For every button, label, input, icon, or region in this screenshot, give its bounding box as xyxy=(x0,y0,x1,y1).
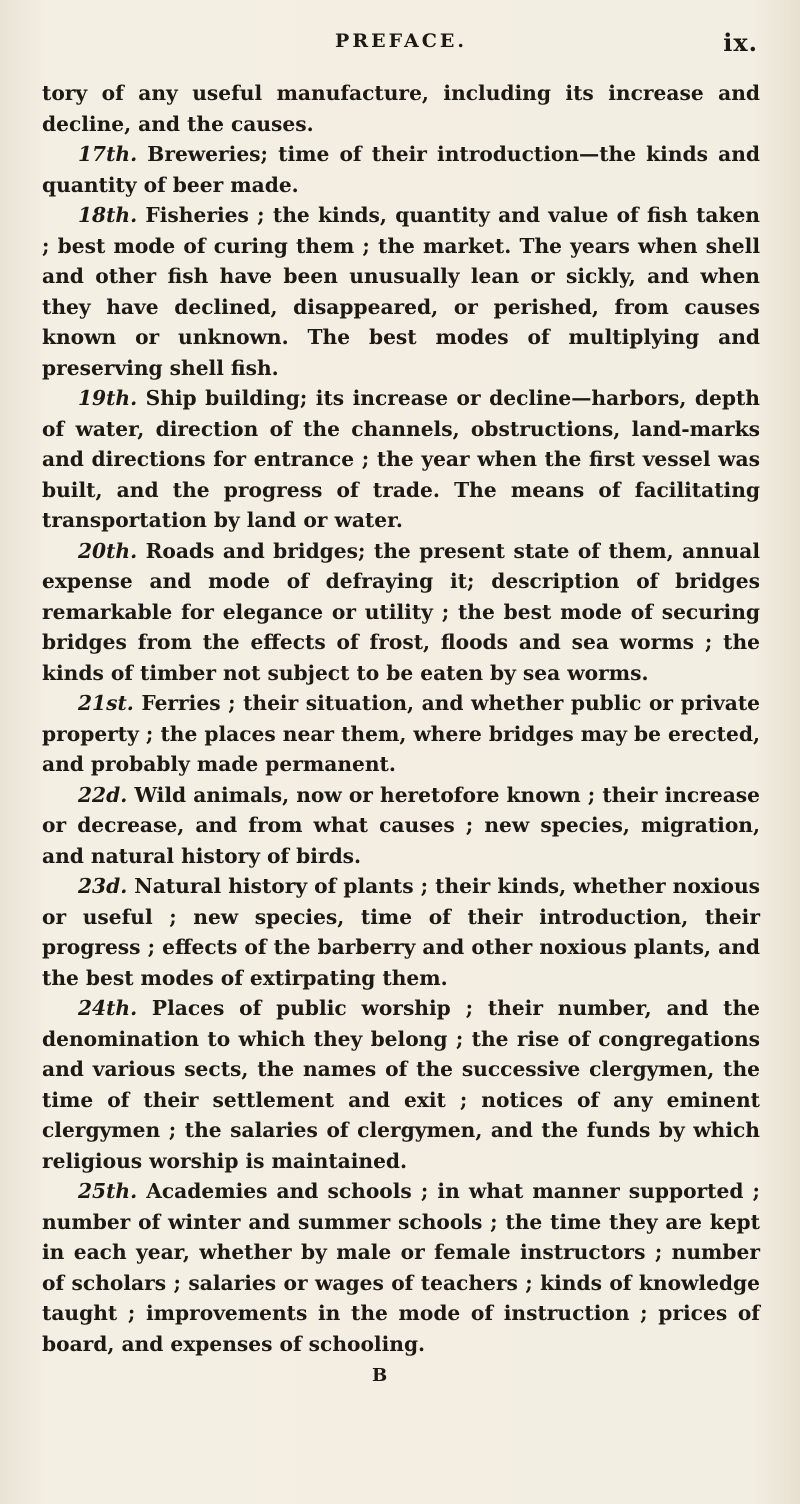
running-header xyxy=(42,20,760,60)
paragraph xyxy=(42,536,760,689)
paragraph xyxy=(42,139,760,200)
paragraph xyxy=(42,993,760,1176)
paragraph xyxy=(42,871,760,993)
signature-mark: B xyxy=(372,1365,388,1386)
running-title: PREFACE. xyxy=(335,30,467,52)
item-number: 25th. xyxy=(78,1179,138,1203)
paragraph xyxy=(42,383,760,536)
paragraph-text: Wild animals, now or heretofore known ; their increase or decrease, and from what causes ; new species, migration, and natural history of birds. xyxy=(42,782,760,868)
paragraph xyxy=(42,688,760,780)
paragraph-text: Ship building; its increase or decline—harbors, depth of water, direction of the channels, obstructions, land-marks and directions for entrance ; the year when the first vessel was built, and the progress of trade. The means of facilitating transportation by land or water. xyxy=(42,386,760,532)
paragraph-text: Roads and bridges; the present state of them, annual expense and mode of defraying it; description of bridges remarkable for elegance or utility ; the best mode of securing bridges from the effects of frost, floods and sea worms ; the kinds of timber not subject to be eaten by sea worms. xyxy=(42,538,760,685)
paragraph xyxy=(42,780,760,872)
paragraph-text: Places of public worship ; their number, and the denomination to which they belong ; the rise of congregations and various sects, the names of the successive clergymen, the time of their settlement and exit ; notices of any eminent clergymen ; the salaries of clergymen, and the funds by which religious worship is maintained. xyxy=(42,996,760,1173)
item-number: 21st. xyxy=(78,691,134,715)
item-number: 20th. xyxy=(78,538,138,563)
page-number: ix. xyxy=(723,28,758,57)
item-number: 22d. xyxy=(78,782,128,807)
paragraph-text: tory of any useful manufacture, including its increase and decline, and the causes. xyxy=(42,81,760,136)
item-number: 23d. xyxy=(78,874,128,898)
item-number: 17th. xyxy=(78,142,138,166)
paragraph-text: Breweries; time of their introduction—the kinds and quantity of beer made. xyxy=(42,142,760,197)
paragraph xyxy=(42,78,760,139)
paragraph xyxy=(42,200,760,383)
paragraph-text: Academies and schools ; in what manner supported ; number of winter and summer schools ; the time they are kept in each year, whether by male or female instructors ; number of scholars ; salaries or wages of teachers ; kinds of knowledge taught ; improvements in the mode of instruction ; prices of board, and expenses of schooling. xyxy=(42,1179,760,1356)
paragraph-text: Ferries ; their situation, and whether public or private property ; the places near them, where bridges may be erected, and probably made permanent. xyxy=(42,691,760,776)
item-number: 24th. xyxy=(78,996,138,1020)
paragraph-text: Natural history of plants ; their kinds, whether noxious or useful ; new species, time of their introduction, their progress ; effects of the barberry and other noxious plants, and the best modes of extirpating them. xyxy=(42,874,760,990)
body-text xyxy=(42,78,760,1359)
paragraph-text: Fisheries ; the kinds, quantity and value of fish taken ; best mode of curing them ; the market. The years when shell and other fish have been unusually lean or sickly, and when they have declined, disappeared, or perished, from causes known or unknown. The best modes of multiplying and preserving shell fish. xyxy=(42,203,760,380)
paragraph xyxy=(42,1176,760,1359)
item-number: 18th. xyxy=(78,203,138,227)
item-number: 19th. xyxy=(78,386,138,410)
